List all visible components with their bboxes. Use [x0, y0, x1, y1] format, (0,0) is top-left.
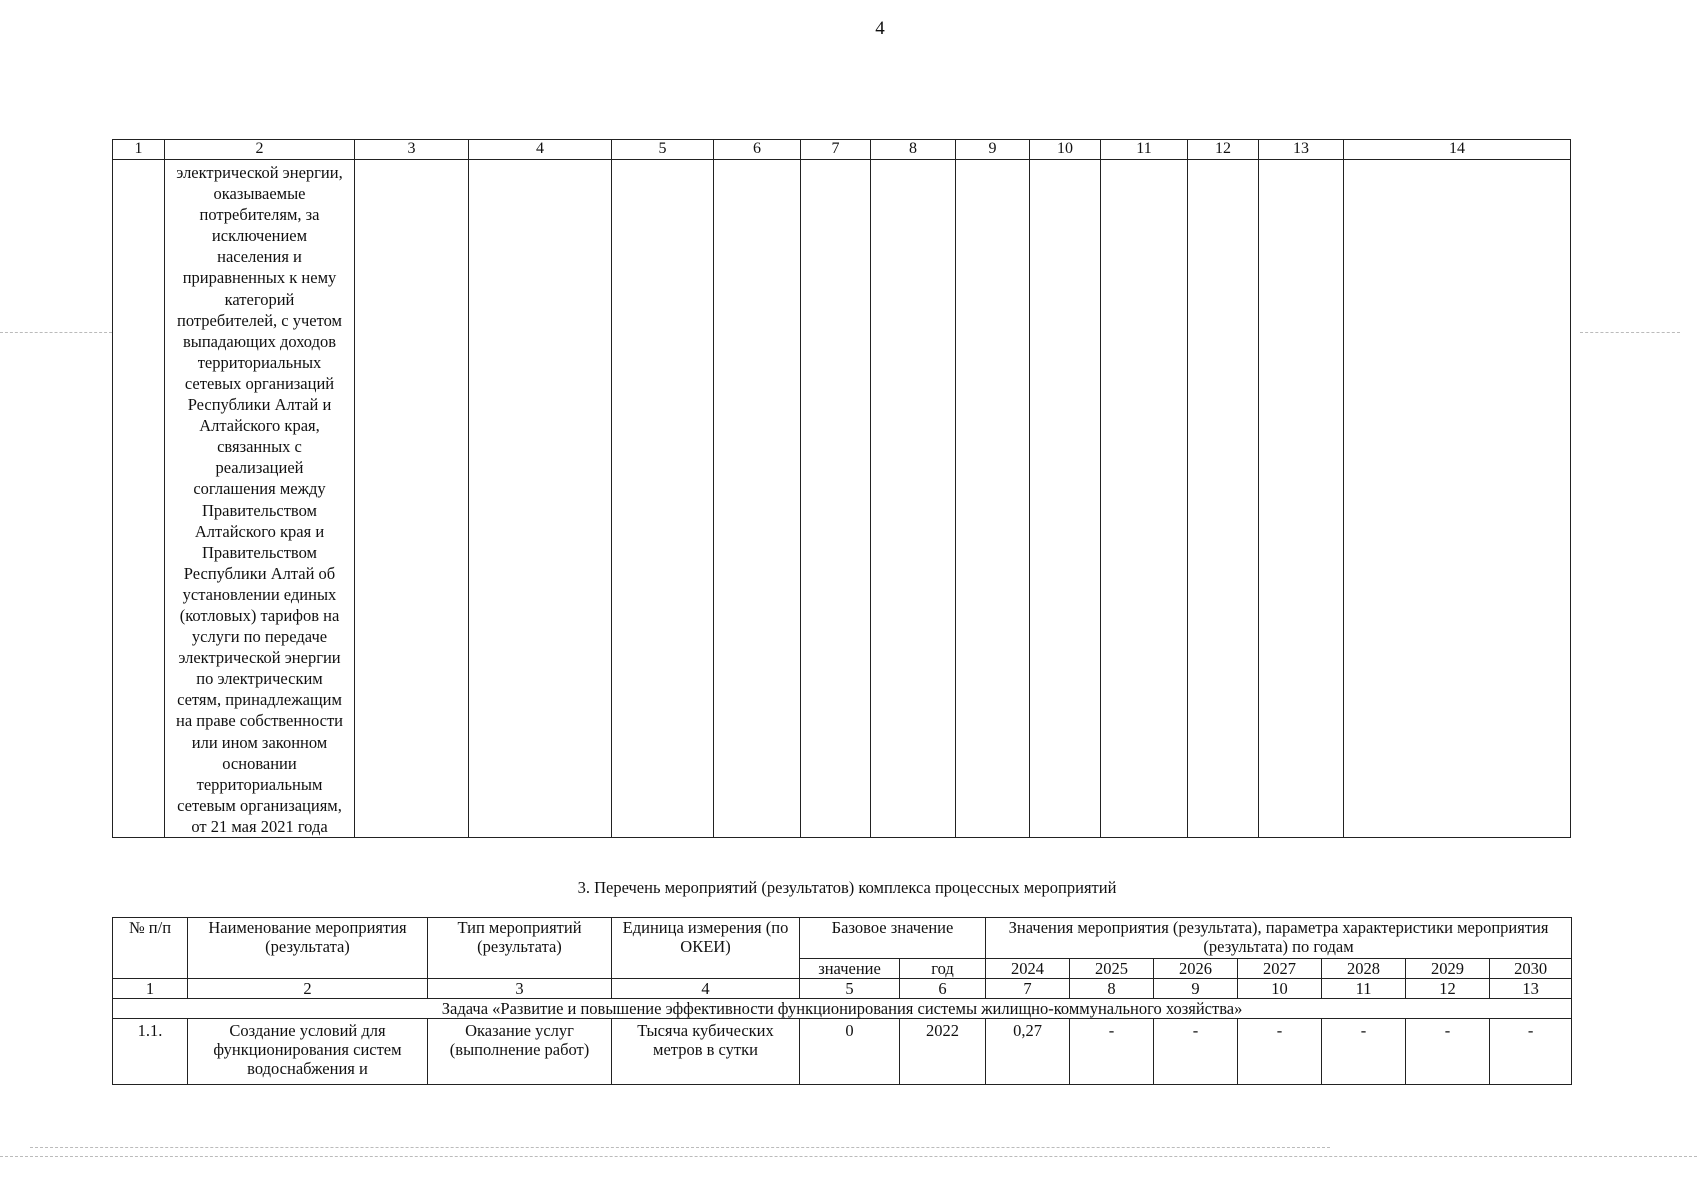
text-line: (котловых) тарифов на — [179, 605, 340, 625]
text-line: Алтайского края, — [199, 416, 320, 436]
header-base-year: год — [900, 959, 986, 979]
text-line: электрической энергии, — [176, 163, 343, 182]
header-year: 2026 — [1154, 959, 1238, 979]
text-line: Правительством — [202, 500, 317, 520]
header-year: 2024 — [986, 959, 1070, 979]
header-year: 2029 — [1406, 959, 1490, 979]
row-value: - — [1070, 1019, 1154, 1085]
text-line: услуги по передаче — [191, 627, 328, 647]
text-line: основании — [222, 753, 297, 773]
text-line: соглашения между — [193, 479, 326, 499]
row-value: - — [1490, 1019, 1572, 1085]
table-cell — [612, 160, 714, 838]
header-name: Наименование мероприятия (результата) — [188, 918, 428, 979]
task-title: Задача «Развитие и повышение эффективности функционирования системы жилищно-коммунального хозяйства» — [113, 999, 1572, 1019]
column-number: 3 — [428, 979, 612, 999]
table-cell — [714, 160, 801, 838]
column-number: 5 — [800, 979, 900, 999]
header-year: 2027 — [1238, 959, 1322, 979]
text-line: территориальных — [197, 352, 322, 372]
text-line: населения и — [217, 247, 302, 267]
column-number: 1 — [113, 979, 188, 999]
header-base-value: значение — [800, 959, 900, 979]
text-line: сетевых организаций — [184, 373, 335, 393]
table-cell — [1188, 160, 1259, 838]
header-unit: Единица измерения (по ОКЕИ) — [612, 918, 800, 979]
row-value: - — [1154, 1019, 1238, 1085]
table-cell — [1101, 160, 1188, 838]
text-line: Алтайского края и — [194, 521, 325, 541]
column-number: 12 — [1188, 140, 1259, 160]
header-values: Значения мероприятия (результата), параметра характеристики мероприятия (результата) по годам — [986, 918, 1572, 959]
column-number: 9 — [956, 140, 1030, 160]
text-line: реализацией — [215, 458, 304, 478]
header-num: № п/п — [113, 918, 188, 979]
table-cell — [1344, 160, 1571, 838]
text-line: на праве собственности — [175, 711, 344, 731]
table-cell — [1030, 160, 1101, 838]
text-line: электрической энергии — [178, 648, 341, 668]
header-base: Базовое значение — [800, 918, 986, 959]
scan-artifact — [1580, 332, 1680, 333]
column-number: 12 — [1406, 979, 1490, 999]
column-number: 6 — [900, 979, 986, 999]
task-row — [113, 999, 1572, 1019]
text-line: Правительством — [202, 542, 317, 562]
table-cell — [113, 160, 165, 838]
table-cell — [1259, 160, 1344, 838]
text-line: потребителям, за — [199, 205, 320, 225]
row-value: 0,27 — [986, 1019, 1070, 1085]
column-number: 13 — [1259, 140, 1344, 160]
column-number: 3 — [355, 140, 469, 160]
table-header-row — [113, 918, 1572, 959]
text-line: исключением — [211, 226, 308, 246]
table-cell — [956, 160, 1030, 838]
text-line: потребителей, с учетом — [177, 310, 342, 330]
row-value: - — [1322, 1019, 1406, 1085]
row-base-value: 0 — [800, 1019, 900, 1085]
header-year: 2028 — [1322, 959, 1406, 979]
scan-artifact — [0, 1156, 1697, 1157]
text-line: приравненных к нему — [182, 268, 337, 288]
column-number: 7 — [986, 979, 1070, 999]
column-number: 8 — [1070, 979, 1154, 999]
text-line: Республики Алтай об — [183, 563, 336, 583]
text-line: установлении единых — [182, 584, 337, 604]
column-number: 7 — [801, 140, 871, 160]
text-line: категорий — [224, 289, 295, 309]
header-year: 2030 — [1490, 959, 1572, 979]
row-value: - — [1238, 1019, 1322, 1085]
column-number: 14 — [1344, 140, 1571, 160]
column-number: 4 — [612, 979, 800, 999]
page-number: 4 — [875, 18, 885, 39]
activities-table — [112, 917, 1572, 1085]
text-line: по электрическим — [196, 669, 323, 689]
text-line: от 21 мая 2021 года — [191, 816, 328, 836]
section-title: 3. Перечень мероприятий (результатов) комплекса процессных мероприятий — [577, 878, 1117, 897]
column-number: 4 — [469, 140, 612, 160]
column-number: 1 — [113, 140, 165, 160]
continuation-table — [112, 139, 1571, 838]
column-number: 6 — [714, 140, 801, 160]
header-type: Тип мероприятий (результата) — [428, 918, 612, 979]
column-number: 10 — [1030, 140, 1101, 160]
scan-artifact — [0, 332, 112, 333]
column-number: 9 — [1154, 979, 1238, 999]
text-line: территориальным — [196, 774, 323, 794]
column-number: 11 — [1322, 979, 1406, 999]
column-number: 13 — [1490, 979, 1572, 999]
text-line: оказываемые — [213, 184, 306, 204]
text-line: связанных с — [217, 437, 302, 457]
column-number: 5 — [612, 140, 714, 160]
table-cell — [469, 160, 612, 838]
text-line: выпадающих доходов — [182, 331, 337, 351]
scan-artifact — [30, 1147, 1330, 1148]
row-type: Оказание услуг (выполнение работ) — [428, 1019, 612, 1085]
column-number: 2 — [165, 140, 355, 160]
row-base-year: 2022 — [900, 1019, 986, 1085]
column-numbers-row — [113, 979, 1572, 999]
row-value: - — [1406, 1019, 1490, 1085]
table-cell — [871, 160, 956, 838]
row-name: Создание условий для функционирования систем водоснабжения и — [188, 1019, 428, 1085]
row-unit: Тысяча кубических метров в сутки — [612, 1019, 800, 1085]
table-cell — [355, 160, 469, 838]
text-line: Республики Алтай и — [187, 395, 332, 415]
indicator-name-cell — [165, 160, 355, 838]
text-line: или ином законном — [191, 732, 328, 752]
table-cell — [801, 160, 871, 838]
header-year: 2025 — [1070, 959, 1154, 979]
table-header-row — [113, 140, 1571, 160]
row-num: 1.1. — [113, 1019, 188, 1085]
column-number: 2 — [188, 979, 428, 999]
text-line: сетевым организациям, — [177, 795, 342, 815]
table-row — [113, 160, 1571, 838]
column-number: 8 — [871, 140, 956, 160]
text-line: сетям, принадлежащим — [177, 690, 342, 710]
column-number: 11 — [1101, 140, 1188, 160]
column-number: 10 — [1238, 979, 1322, 999]
table-row — [113, 1019, 1572, 1085]
